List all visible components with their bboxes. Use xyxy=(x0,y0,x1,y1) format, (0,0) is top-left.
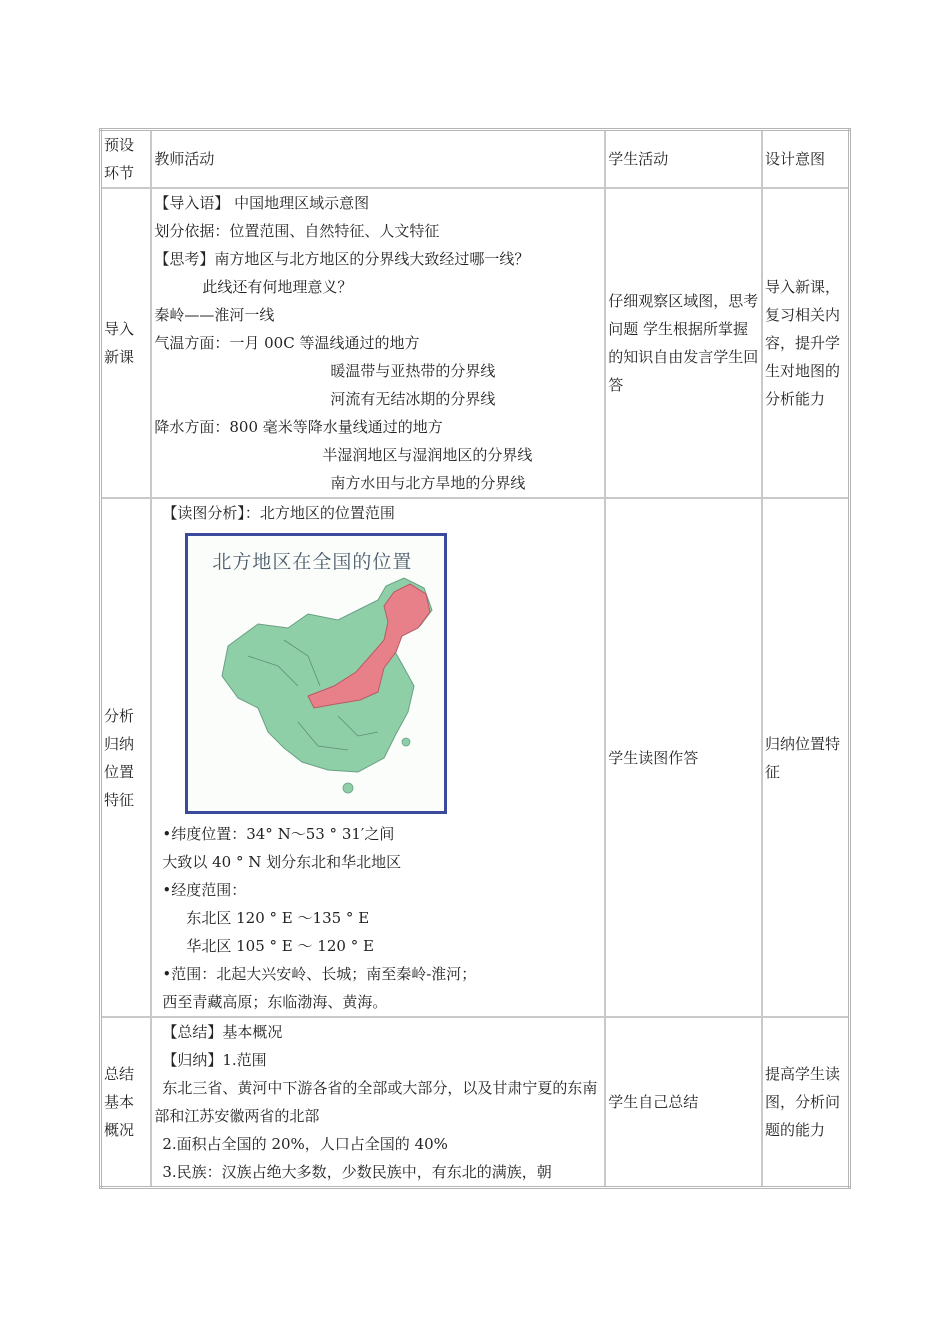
teacher-line: 气温方面：一月 00C 等温线通过的地方 xyxy=(154,334,420,352)
teacher-line: 划分依据：位置范围、自然特征、人文特征 xyxy=(154,222,440,240)
row3-stage: 总结基本概况 xyxy=(101,1017,152,1188)
teacher-line: 河流有无结冰期的分界线 xyxy=(330,390,496,408)
teacher-line: 3.民族：汉族占绝大多数，少数民族中，有东北的满族，朝 xyxy=(162,1163,552,1181)
teacher-line: 大致以 40 ° N 划分东北和华北地区 xyxy=(162,853,402,871)
table-header-row xyxy=(101,130,850,189)
hainan-shape xyxy=(343,783,353,793)
teacher-line: 【导入语】 中国地理区域示意图 xyxy=(154,194,370,212)
table-row xyxy=(101,1017,850,1188)
row2-teacher xyxy=(151,498,605,1017)
row3-teacher xyxy=(151,1017,605,1188)
teacher-line: •纬度位置：34° N～53 ° 31′之间 xyxy=(162,825,395,843)
header-stage: 预设环节 xyxy=(101,130,152,189)
teacher-line: •范围：北起大兴安岭、长城；南至秦岭-淮河； xyxy=(162,965,477,983)
teacher-line: 降水方面：800 毫米等降水量线通过的地方 xyxy=(154,418,443,436)
teacher-line: 【思考】南方地区与北方地区的分界线大致经过哪一线？ xyxy=(154,250,530,268)
teacher-line: 东北三省、黄河中下游各省的全部或大部分，以及甘肃宁夏的东南部和江苏安徽两省的北部 xyxy=(154,1079,598,1125)
teacher-line: 2.面积占全国的 20%，人口占全国的 40% xyxy=(162,1135,448,1153)
teacher-line: 暖温带与亚热带的分界线 xyxy=(330,362,496,380)
header-intent: 设计意图 xyxy=(762,130,850,189)
row2-intent: 归纳位置特征 xyxy=(762,498,850,1017)
row3-student: 学生自己总结 xyxy=(605,1017,762,1188)
header-student: 学生活动 xyxy=(605,130,762,189)
teacher-line: 此线还有何地理意义？ xyxy=(202,278,353,296)
teacher-heading: 【读图分析】：北方地区的位置范围 xyxy=(162,504,395,522)
teacher-line: 半湿润地区与湿润地区的分界线 xyxy=(322,446,533,464)
header-teacher: 教师活动 xyxy=(151,130,605,189)
teacher-line: •经度范围： xyxy=(162,881,247,899)
row1-student: 仔细观察区域图，思考问题 学生根据所掌握的知识自由发言学生回答 xyxy=(605,188,762,498)
teacher-line: 西至青藏高原；东临渤海、黄海。 xyxy=(162,993,388,1011)
map-title: 北方地区在全国的位置 xyxy=(212,551,413,573)
row3-intent: 提高学生读图，分析问题的能力 xyxy=(762,1017,850,1188)
teacher-line: 【总结】基本概况 xyxy=(162,1023,283,1041)
china-map-illustration xyxy=(188,536,444,811)
row1-stage: 导入新课 xyxy=(101,188,152,498)
teacher-line: 华北区 105 ° E ～ 120 ° E xyxy=(186,937,374,955)
teacher-line: 【归纳】1.范围 xyxy=(162,1051,267,1069)
teacher-line: 东北区 120 ° E ～135 ° E xyxy=(186,909,370,927)
lesson-plan-table xyxy=(99,128,851,1189)
row2-stage: 分析归纳位置特征 xyxy=(101,498,152,1017)
teacher-line: 南方水田与北方旱地的分界线 xyxy=(330,474,526,492)
taiwan-shape xyxy=(402,738,410,746)
table-row xyxy=(101,188,850,498)
table-row xyxy=(101,498,850,1017)
north-region-map xyxy=(185,533,447,814)
teacher-line: 秦岭——淮河一线 xyxy=(154,306,275,324)
row2-student: 学生读图作答 xyxy=(605,498,762,1017)
row1-teacher xyxy=(151,188,605,498)
row1-intent: 导入新课，复习相关内容，提升学生对地图的分析能力 xyxy=(762,188,850,498)
